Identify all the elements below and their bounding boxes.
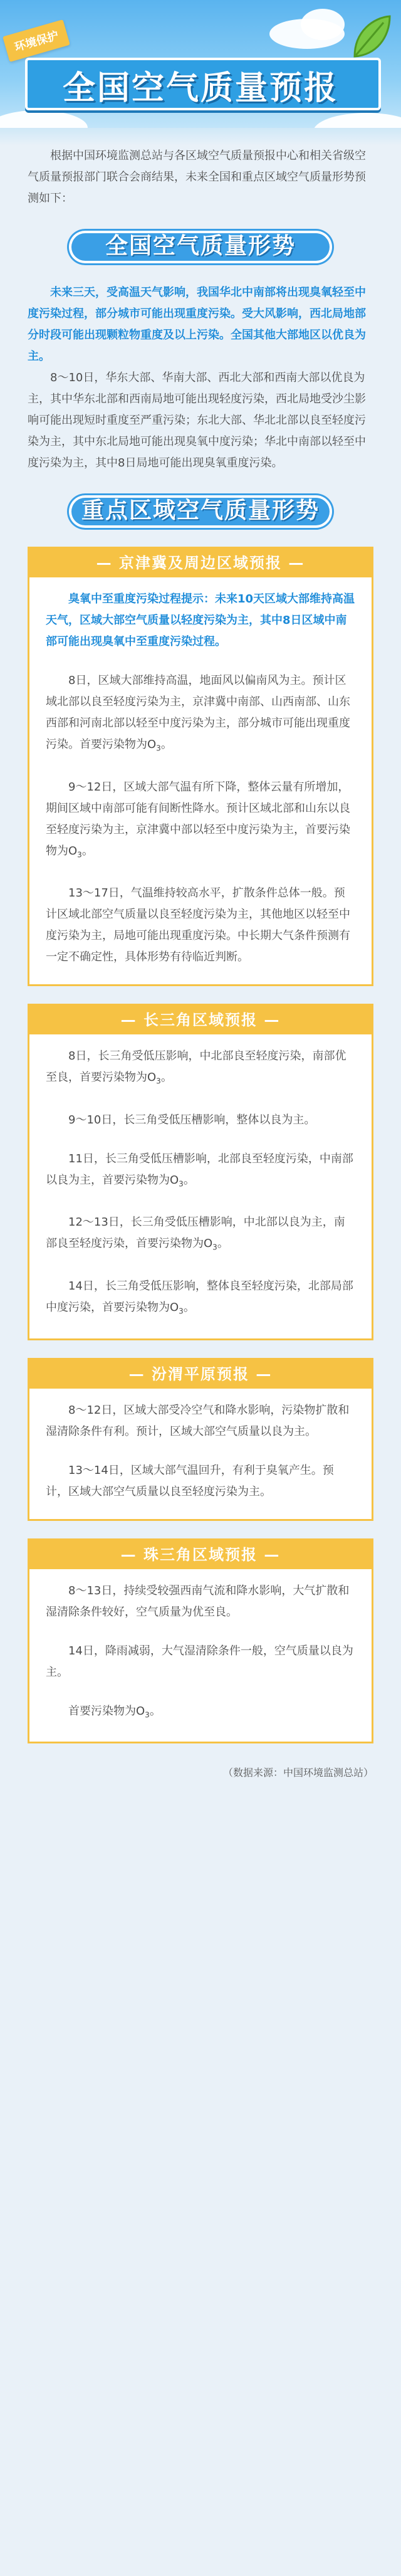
data-source: （数据来源：中国环境监测总站）	[222, 1767, 373, 1779]
region-paragraph: 13～17日，气温维持较高水平，扩散条件总体一般。预计区域北部空气质量以良至轻度污染为主，其他地区以轻至中度污染为主，局地可能出现重度污染。中长期大气条件预测有一定不确定性，具体形势有待临近判断。	[46, 886, 350, 964]
banner-ground	[0, 128, 401, 145]
region-paragraph: 14日，长三角受低压影响，整体良至轻度污染，北部局部中度污染，首要污染物为$O_3$。	[46, 1279, 353, 1316]
region-paragraph: 8日，长三角受低压影响，中北部良至轻度污染，南部优至良，首要污染物为$O_3$。	[46, 1049, 346, 1086]
region-paragraph: 8～13日，持续受较强西南气流和降水影响，大气扩散和湿清除条件较好，空气质量为优至良。	[46, 1584, 350, 1619]
category-tag: 环境保护	[3, 19, 70, 62]
region-heading: — 珠三角区域预报 —	[29, 1540, 372, 1569]
cloud-decoration	[301, 9, 345, 40]
region-paragraph: 9～12日，区域大部气温有所下降，整体云量有所增加，期间区域中南部可能有间断性降水。预计区域北部和山东以良至轻度污染为主，京津冀中部以轻至中度污染为主，首要污染物为$O_3$。	[46, 780, 350, 860]
region-paragraph: 首要污染物为$O_3$。	[68, 1704, 161, 1720]
region-box-pearl	[28, 1538, 373, 1744]
region-paragraph: 12～13日，长三角受低压槽影响，中北部以良为主，南部良至轻度污染，首要污染物为$O_3$。	[46, 1216, 345, 1252]
region-paragraph: 11日，长三角受低压槽影响，北部良至轻度污染，中南部以良为主，首要污染物为$O_3$。	[46, 1152, 353, 1189]
section-title-regional: 重点区域空气质量形势	[69, 495, 332, 528]
header-banner	[0, 0, 401, 145]
region-box-fenwei	[28, 1358, 373, 1521]
region-heading: — 长三角区域预报 —	[29, 1006, 372, 1034]
region-heading: — 京津冀及周边区域预报 —	[29, 549, 372, 577]
region-paragraph: 13～14日，区域大部气温回升，有利于臭氧产生。预计，区域大部空气质量以良至轻度污染为主。	[46, 1463, 334, 1498]
region-box-yangtze	[28, 1004, 373, 1340]
region-paragraph: 14日，降雨减弱，大气湿清除条件一般，空气质量以良为主。	[46, 1644, 353, 1679]
region-box-jingjinji	[28, 547, 373, 986]
leaf-icon	[348, 13, 393, 63]
section-title-national: 全国空气质量形势	[69, 231, 332, 263]
national-highlight: 未来三天，受高温天气影响，我国华北中南部将出现臭氧轻至中度污染过程，部分城市可能出现重度污染。受大风影响，西北局地部分时段可能出现颗粒物重度及以上污染。全国其他大部地区以优良为主。	[28, 286, 366, 363]
page-title: 全国空气质量预报	[62, 70, 338, 107]
article-body	[0, 145, 401, 1743]
region-paragraph: 8日，区域大部维持高温，地面风以偏南风为主。预计区域北部以良至轻度污染为主，京津冀中南部、山西南部、山东西部和河南北部以轻至中度污染为主，部分城市可能出现重度污染。首要污染物为$O_3$。	[46, 674, 350, 753]
national-paragraph: 8～10日，华东大部、华南大部、西北大部和西南大部以优良为主，其中华东北部和西南局地可能出现轻度污染，西北局地受沙尘影响可能出现短时重度至严重污染；东北大部、华北北部以良至轻度污染为主，其中东北局地可能出现臭氧中度污染；华北中南部以轻至中度污染为主，其中8日局地可能出现臭氧重度污染。	[28, 371, 366, 470]
region-paragraph: 9～10日，长三角受低压槽影响，整体以良为主。	[68, 1113, 316, 1127]
region-highlight: 臭氧中至重度污染过程提示：未来10天区域大部维持高温天气，区域大部空气质量以轻度污染为主，其中8日区域中南部可能出现臭氧中至重度污染过程。	[46, 592, 355, 648]
region-heading: — 汾渭平原预报 —	[29, 1360, 372, 1389]
intro-paragraph: 根据中国环境监测总站与各区域空气质量预报中心和相关省级空气质量预报部门联合会商结果，未来全国和重点区域空气质量形势预测如下：	[28, 149, 366, 205]
region-paragraph: 8～12日，区域大部受冷空气和降水影响，污染物扩散和湿清除条件有利。预计，区域大部空气质量以良为主。	[46, 1403, 350, 1438]
